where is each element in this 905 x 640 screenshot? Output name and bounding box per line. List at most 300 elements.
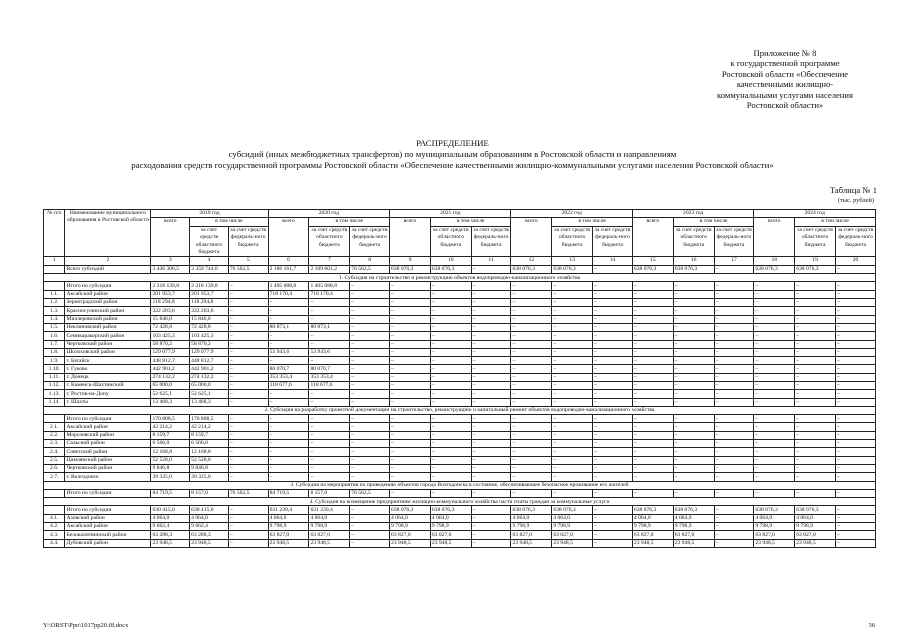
row-number: 1.4. — [44, 315, 65, 323]
row-value: – — [795, 357, 836, 365]
row-value: – — [754, 415, 795, 423]
row-number: 1.5. — [44, 323, 65, 331]
row-number: 4.1. — [44, 514, 65, 522]
row-value: – — [593, 415, 633, 423]
row-value: – — [430, 473, 471, 481]
row-name: Азовский район — [65, 514, 151, 522]
row-value: 638 076,3 — [673, 506, 714, 514]
row-value: – — [795, 423, 836, 431]
row-value: 63 288,3 — [190, 531, 229, 539]
row-value: – — [511, 382, 552, 390]
row-value: – — [309, 456, 350, 464]
row-value: – — [673, 290, 714, 298]
row-value: – — [673, 323, 714, 331]
row-name: Итого по субсидии — [65, 506, 151, 514]
row-value: – — [350, 514, 390, 522]
row-value: 4 064,0 — [390, 514, 431, 522]
section-row — [44, 274, 876, 282]
appendix-line: Ростовской области «Обеспечение — [721, 68, 849, 79]
row-value: – — [836, 348, 876, 356]
row-value: 23 948,5 — [430, 539, 471, 547]
column-number: 12 — [511, 257, 552, 265]
row-value: 23 948,5 — [511, 539, 552, 547]
row-value: – — [309, 423, 350, 431]
row-value: 9 846,8 — [151, 464, 190, 472]
column-number: 16 — [673, 257, 714, 265]
row-value: – — [390, 332, 431, 340]
row-number: 1.11. — [44, 373, 65, 381]
row-value: – — [309, 340, 350, 348]
table-row — [44, 340, 876, 348]
row-value: 9 662,4 — [151, 523, 190, 531]
row-value: – — [309, 332, 350, 340]
row-value: – — [228, 423, 268, 431]
header-num: № п/п — [44, 210, 65, 257]
header-total: всего — [632, 218, 673, 257]
column-number: 14 — [593, 257, 633, 265]
column-number: 4 — [190, 257, 229, 265]
row-value: 638 076,3 — [754, 265, 795, 273]
row-value: – — [511, 365, 552, 373]
row-value: – — [632, 398, 673, 406]
row-name: Зерноградский район — [65, 299, 151, 307]
row-value: 58 870,2 — [151, 340, 190, 348]
row-value: 638 076,3 — [795, 265, 836, 273]
table-row — [44, 315, 876, 323]
row-value: – — [430, 357, 471, 365]
row-value: – — [632, 456, 673, 464]
row-value: 58 870,2 — [190, 340, 229, 348]
row-value: 9 798,9 — [795, 523, 836, 531]
row-value: – — [593, 340, 633, 348]
row-value: – — [228, 456, 268, 464]
row-value: – — [309, 315, 350, 323]
row-value: – — [593, 473, 633, 481]
row-value: – — [228, 398, 268, 406]
row-value: 80 873,1 — [268, 323, 309, 331]
row-value: – — [471, 299, 511, 307]
row-value: 63 827,0 — [795, 531, 836, 539]
row-value: 1 405 088,8 — [268, 282, 309, 290]
row-value: – — [350, 531, 390, 539]
row-value: – — [511, 489, 552, 497]
row-value: – — [673, 415, 714, 423]
row-value: – — [390, 382, 431, 390]
row-value: – — [390, 398, 431, 406]
row-number: 1.9. — [44, 357, 65, 365]
row-value: – — [552, 365, 593, 373]
row-value: 23 948,5 — [632, 539, 673, 547]
table-row — [44, 539, 876, 547]
row-value: – — [430, 348, 471, 356]
row-value: – — [836, 531, 876, 539]
appendix-line: к государственной программе — [730, 58, 840, 69]
row-value: – — [511, 448, 552, 456]
row-value: – — [430, 456, 471, 464]
row-number: 4.3. — [44, 531, 65, 539]
row-value: – — [552, 373, 593, 381]
row-name: Чертковский район — [65, 340, 151, 348]
row-value: – — [593, 357, 633, 365]
row-value: – — [593, 523, 633, 531]
row-value: – — [714, 373, 754, 381]
row-value: – — [511, 440, 552, 448]
row-value: – — [673, 307, 714, 315]
row-name: Всего субсидий — [65, 265, 151, 273]
row-value: – — [714, 423, 754, 431]
row-value: – — [632, 440, 673, 448]
row-value: – — [309, 473, 350, 481]
row-value: – — [552, 448, 593, 456]
row-value: 15 846,0 — [190, 315, 229, 323]
row-value: – — [593, 290, 633, 298]
row-value: – — [228, 539, 268, 547]
table-row — [44, 489, 876, 497]
row-value: 15 846,0 — [151, 315, 190, 323]
row-value: 274 132,2 — [190, 373, 229, 381]
row-value: – — [430, 332, 471, 340]
row-value: – — [552, 423, 593, 431]
header-regional: за счет средств областного бюджета — [673, 226, 714, 257]
row-value: – — [228, 373, 268, 381]
row-value: – — [390, 307, 431, 315]
row-value: – — [350, 415, 390, 423]
row-value: – — [632, 332, 673, 340]
header-total: всего — [268, 218, 309, 257]
column-number: 6 — [268, 257, 309, 265]
row-value: – — [795, 282, 836, 290]
row-value: 63 827,0 — [511, 531, 552, 539]
row-name: г. Донецк — [65, 373, 151, 381]
row-value: – — [632, 431, 673, 439]
row-value: – — [350, 357, 390, 365]
column-number: 19 — [795, 257, 836, 265]
row-value: 353 353,4 — [309, 373, 350, 381]
row-value: – — [632, 357, 673, 365]
row-name: Цимлянский район — [65, 456, 151, 464]
row-value: – — [593, 456, 633, 464]
row-value: – — [754, 382, 795, 390]
row-value: – — [350, 431, 390, 439]
row-value: – — [795, 398, 836, 406]
row-value: 9 846,8 — [190, 464, 229, 472]
header-regional: за счет средств областного бюджета — [552, 226, 593, 257]
row-value: – — [593, 431, 633, 439]
row-value: – — [511, 473, 552, 481]
row-value: – — [754, 307, 795, 315]
header-incl: в том числе — [673, 218, 754, 226]
title-line-2: расходования средств государственной программы Ростовской области «Обеспечение качественными жилищно-коммунальными услугами населения Ростовской области» — [131, 159, 774, 170]
row-value: 3 359 744,0 — [190, 265, 229, 273]
header-incl: в том числе — [552, 218, 633, 226]
row-value: – — [673, 340, 714, 348]
row-name: Аксайский район — [65, 290, 151, 298]
row-value: – — [350, 390, 390, 398]
row-value: – — [552, 315, 593, 323]
row-value: – — [593, 514, 633, 522]
row-name: г. Батайск — [65, 357, 151, 365]
row-value: – — [552, 282, 593, 290]
row-value: – — [754, 323, 795, 331]
row-value: – — [714, 448, 754, 456]
header-federal: за счет средств федераль-ного бюджета — [714, 226, 754, 257]
row-value: – — [390, 431, 431, 439]
row-value: – — [673, 357, 714, 365]
row-value: – — [593, 348, 633, 356]
row-value: – — [795, 456, 836, 464]
row-value: – — [430, 307, 471, 315]
table-number: Таблица № 1 — [829, 185, 877, 195]
header-federal: за счет средств федераль-ного бюджета — [350, 226, 390, 257]
row-value: – — [593, 464, 633, 472]
row-value: 638 076,3 — [511, 265, 552, 273]
row-value: – — [632, 415, 673, 423]
table-header — [44, 210, 876, 266]
row-value: – — [471, 489, 511, 497]
row-value: – — [673, 373, 714, 381]
header-federal: за счет средств федераль-ного бюджета — [228, 226, 268, 257]
row-value: – — [754, 299, 795, 307]
row-value: – — [511, 373, 552, 381]
row-value: 4 064,0 — [309, 514, 350, 522]
row-value: – — [836, 373, 876, 381]
row-value: – — [714, 531, 754, 539]
section-row — [44, 481, 876, 489]
row-value: – — [673, 456, 714, 464]
row-value: – — [836, 514, 876, 522]
row-value: 8 157,0 — [309, 489, 350, 497]
row-value: 4 064,0 — [511, 514, 552, 522]
section-title: 3. Субсидия на мероприятия по приведению объектов города Волгодонска в состояние, обеспечивающее безопасное проживание его жителей — [44, 481, 876, 489]
row-value: – — [836, 307, 876, 315]
row-value: 4 064,0 — [795, 514, 836, 522]
row-value: – — [350, 307, 390, 315]
row-value: – — [714, 265, 754, 273]
row-value: 52 625,1 — [151, 390, 190, 398]
row-value: – — [430, 489, 471, 497]
row-value: – — [593, 506, 633, 514]
row-value: – — [511, 423, 552, 431]
row-value: 638 076,3 — [552, 265, 593, 273]
row-name: Шолоховский район — [65, 348, 151, 356]
row-value: – — [714, 382, 754, 390]
row-value: – — [795, 340, 836, 348]
row-value: – — [754, 489, 795, 497]
row-value: 103 425,3 — [190, 332, 229, 340]
column-number: 7 — [309, 257, 350, 265]
row-value: – — [836, 323, 876, 331]
row-number: 1.13. — [44, 390, 65, 398]
row-value: – — [552, 307, 593, 315]
row-value: – — [836, 448, 876, 456]
row-name: г. Ростов-на-Дону — [65, 390, 151, 398]
row-value: 53 943,6 — [309, 348, 350, 356]
document-title — [0, 138, 905, 170]
row-value: – — [309, 431, 350, 439]
row-value: – — [836, 523, 876, 531]
column-number: 18 — [754, 257, 795, 265]
row-value: 76 562,5 — [350, 265, 390, 273]
row-value: – — [714, 390, 754, 398]
row-value: – — [228, 531, 268, 539]
row-value: – — [471, 523, 511, 531]
row-value: – — [836, 431, 876, 439]
row-value: 638 076,3 — [390, 265, 431, 273]
row-value: – — [430, 290, 471, 298]
row-value: – — [309, 299, 350, 307]
header-incl: в том числе — [795, 218, 876, 226]
row-value: – — [350, 506, 390, 514]
column-number: 9 — [390, 257, 431, 265]
row-value: – — [471, 514, 511, 522]
row-value: – — [390, 365, 431, 373]
row-value: – — [673, 440, 714, 448]
table-row — [44, 464, 876, 472]
row-value: 13 468,3 — [190, 398, 229, 406]
row-value: 12 168,8 — [151, 448, 190, 456]
row-value: – — [350, 299, 390, 307]
row-value: – — [228, 448, 268, 456]
row-value: – — [228, 415, 268, 423]
header-federal: за счет средств федераль-ного бюджета — [593, 226, 633, 257]
row-value: – — [632, 464, 673, 472]
column-number: 15 — [632, 257, 673, 265]
row-value: 53 943,6 — [268, 348, 309, 356]
row-value: – — [632, 282, 673, 290]
row-value: – — [268, 431, 309, 439]
row-value: 129 077,9 — [190, 348, 229, 356]
row-value: – — [714, 539, 754, 547]
row-value: – — [593, 440, 633, 448]
row-value: – — [350, 365, 390, 373]
row-value: – — [754, 473, 795, 481]
section-title: 4. Субсидия на возмещение предприятиям жилищно-коммунального хозяйства части платы граждан за коммунальные услуги — [44, 498, 876, 506]
row-value: – — [632, 390, 673, 398]
row-value: – — [552, 323, 593, 331]
row-value: 6 566,0 — [151, 440, 190, 448]
row-value: – — [632, 365, 673, 373]
row-value: – — [714, 348, 754, 356]
row-value: – — [390, 315, 431, 323]
row-value: – — [795, 315, 836, 323]
row-value: – — [430, 340, 471, 348]
row-value: – — [552, 440, 593, 448]
row-value: – — [350, 523, 390, 531]
row-name: Итого по субсидии — [65, 415, 151, 423]
row-value: – — [390, 456, 431, 464]
row-value: – — [836, 423, 876, 431]
row-value: – — [471, 323, 511, 331]
row-value: – — [754, 431, 795, 439]
row-value: – — [754, 464, 795, 472]
row-value: – — [268, 440, 309, 448]
row-value: – — [390, 290, 431, 298]
row-value: 4 064,0 — [754, 514, 795, 522]
row-value: – — [552, 489, 593, 497]
row-value: 23 948,5 — [552, 539, 593, 547]
row-value: 52 528,0 — [190, 456, 229, 464]
row-value: – — [836, 415, 876, 423]
row-value: – — [836, 332, 876, 340]
row-value: – — [268, 390, 309, 398]
section-title: 1. Субсидия на строительство и реконструкцию объектов водопроводно-канализационного хозяйства — [44, 274, 876, 282]
row-value: 9 662,4 — [190, 523, 229, 531]
header-total: всего — [151, 218, 190, 257]
table-row — [44, 448, 876, 456]
row-value: – — [836, 390, 876, 398]
row-value: – — [754, 398, 795, 406]
row-value: – — [511, 390, 552, 398]
row-value: – — [795, 307, 836, 315]
row-value: – — [552, 415, 593, 423]
row-value: 76 562,5 — [228, 265, 268, 273]
row-number — [44, 506, 65, 514]
row-number: 2.4. — [44, 448, 65, 456]
table-row — [44, 431, 876, 439]
header-year: 2022 год — [511, 210, 632, 218]
row-value: 63 827,0 — [673, 531, 714, 539]
row-name: г. Каменск-Шахтинский — [65, 382, 151, 390]
row-value: – — [511, 340, 552, 348]
header-total: всего — [390, 218, 431, 257]
row-value: – — [593, 315, 633, 323]
row-value: 9 798,9 — [754, 523, 795, 531]
row-value: – — [836, 464, 876, 472]
row-name: Итого по субсидии — [65, 282, 151, 290]
column-number: 13 — [552, 257, 593, 265]
table-row — [44, 423, 876, 431]
row-value: 118 294,8 — [151, 299, 190, 307]
row-value: 631 239,4 — [268, 506, 309, 514]
file-path: Y:\ORST\Ppo\1017pp20.f8.docx — [43, 622, 129, 629]
table-row — [44, 398, 876, 406]
row-value: – — [268, 448, 309, 456]
table-row — [44, 390, 876, 398]
column-number: 11 — [471, 257, 511, 265]
row-value: – — [552, 382, 593, 390]
row-value: – — [228, 382, 268, 390]
row-value: – — [228, 514, 268, 522]
row-value: – — [430, 299, 471, 307]
row-number: 4.2. — [44, 523, 65, 531]
row-value: 201 953,7 — [190, 290, 229, 298]
column-number: 17 — [714, 257, 754, 265]
row-number: 2.2. — [44, 431, 65, 439]
header-incl: в том числе — [309, 218, 390, 226]
row-value: 9 798,9 — [511, 523, 552, 531]
row-value: – — [714, 523, 754, 531]
row-value: – — [471, 373, 511, 381]
table-row — [44, 307, 876, 315]
row-value: – — [836, 282, 876, 290]
column-number: 5 — [228, 257, 268, 265]
row-value: 448 812,7 — [151, 357, 190, 365]
row-value: – — [632, 307, 673, 315]
row-value: – — [471, 348, 511, 356]
row-value: 84 719,5 — [268, 489, 309, 497]
row-value: 72 428,8 — [190, 323, 229, 331]
row-value: – — [350, 473, 390, 481]
row-value: – — [430, 282, 471, 290]
row-value: – — [511, 332, 552, 340]
row-value: – — [430, 315, 471, 323]
row-value: – — [795, 448, 836, 456]
row-value: – — [754, 282, 795, 290]
row-value: – — [795, 489, 836, 497]
row-value: – — [471, 282, 511, 290]
row-value: – — [593, 307, 633, 315]
row-value: – — [268, 332, 309, 340]
